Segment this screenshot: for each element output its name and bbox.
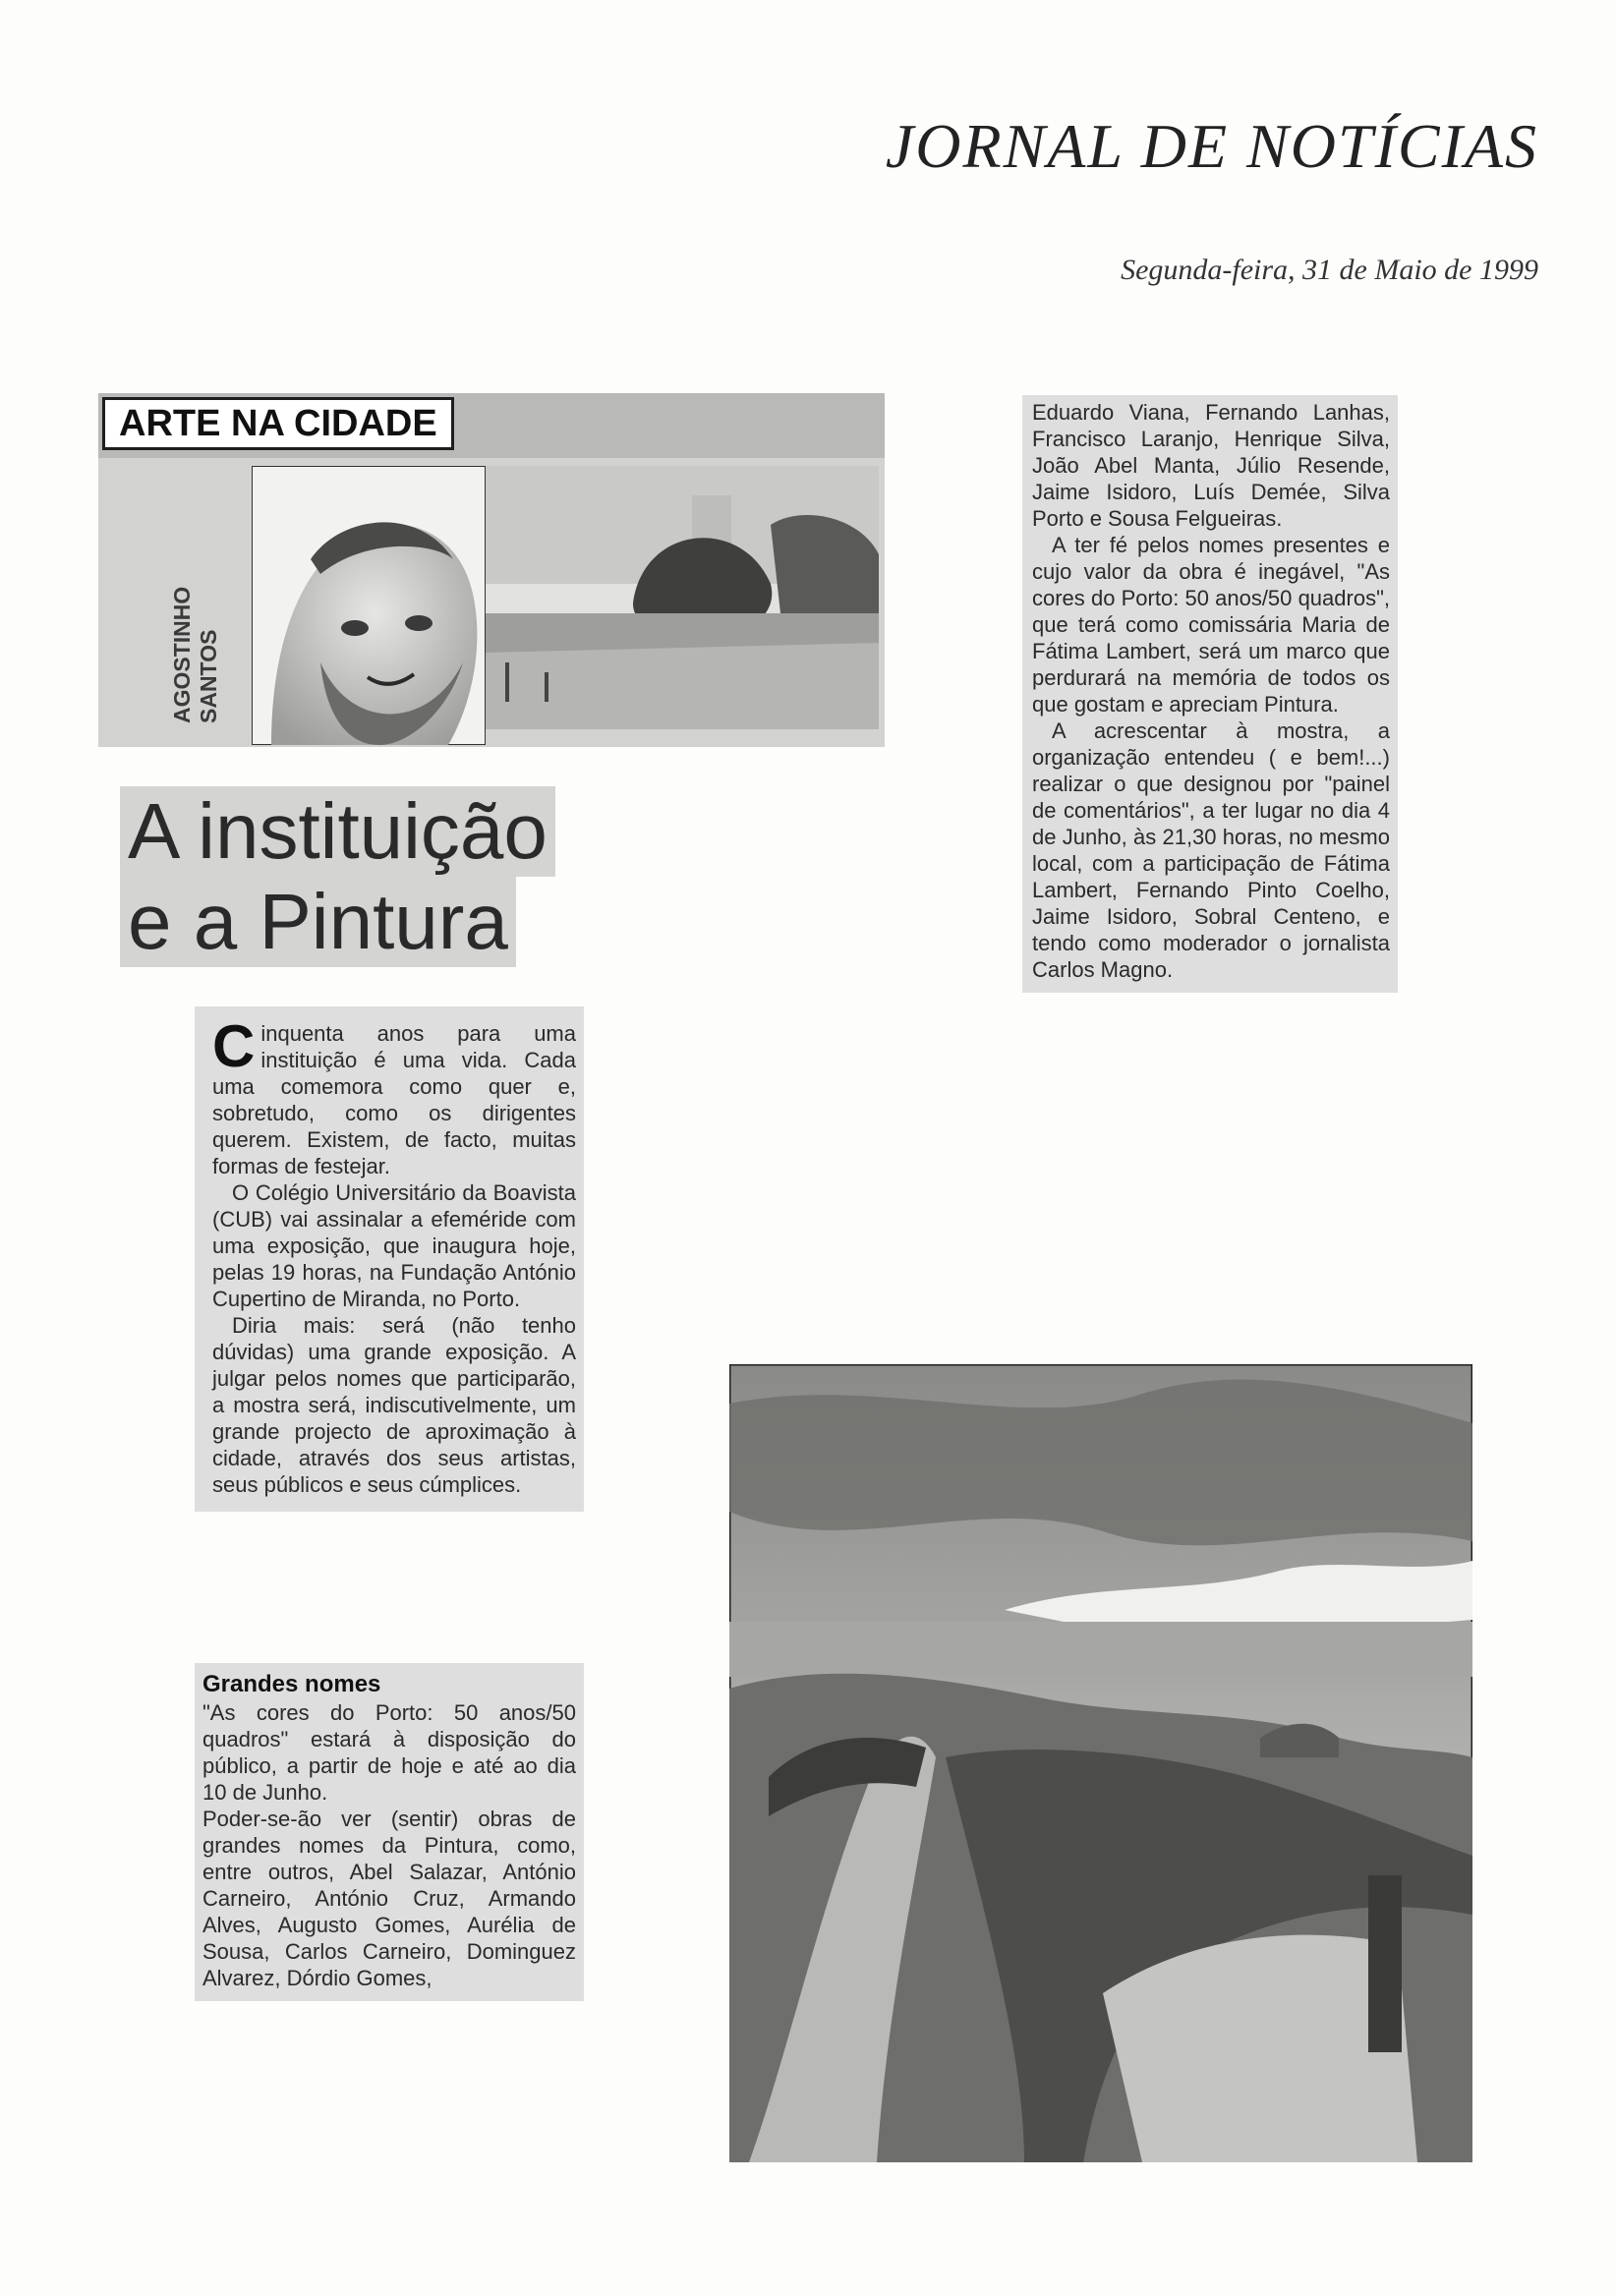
byline-last-name: SANTOS — [196, 629, 221, 723]
article-paragraph: A acrescentar à mostra, a organização entendeu ( e bem!...) realizar o que designou por "painel de comentários", a ter lugar no dia 4 de Junho, às 21,30 horas, no mesmo local, com a participação de Fátima Lambert, Fernando Pinto Coelho, Jaime Isidoro, Sobral Centeno, e tendo como moderador o jornalista Carlos Magno. — [1032, 718, 1390, 982]
author-portrait-photo — [252, 466, 486, 745]
article-subheading: Grandes nomes — [202, 1671, 381, 1697]
author-byline — [169, 527, 222, 723]
article-paragraph: A ter fé pelos nomes presentes e cujo valor da obra é inegável, "As cores do Porto: 50 anos/50 quadros", que terá como comissária Maria de Fátima Lambert, será um marco que perdurará na memória de todos os que gostam e apreciam Pintura. — [1032, 533, 1390, 717]
article-paragraph: O Colégio Universitário da Boavista (CUB) vai assinalar a efeméride com uma exposição, que inaugura hoje, pelas 19 horas, na Fundação António Cupertino de Miranda, no Porto. — [212, 1180, 576, 1311]
article-column-2 — [195, 1663, 584, 2001]
landscape-thumbnail-photo — [486, 466, 879, 729]
article-paragraph: Poder-se-ão ver (sentir) obras de grandes nomes da Pintura, como, entre outros, Abel Salazar, António Carneiro, António Cruz, Armando Alves, Augusto Gomes, Aurélia de Sousa, Carlos Carneiro, Dominguez Alvarez, Dórdio Gomes, — [202, 1807, 576, 1990]
publication-dateline: Segunda-feira, 31 de Maio de 1999 — [1121, 254, 1538, 286]
article-column-3 — [1022, 395, 1398, 993]
painting-reproduction — [729, 1364, 1472, 2162]
byline-first-name: AGOSTINHO — [169, 586, 195, 723]
article-paragraph: Eduardo Viana, Fernando Lanhas, Francisco Laranjo, Henrique Silva, João Abel Manta, Júlio Resende, Jaime Isidoro, Luís Demée, Silva Porto e Sousa Felgueiras. — [1032, 400, 1390, 531]
headline-line-1: A instituição — [120, 786, 555, 877]
article-paragraph — [212, 1013, 576, 1179]
article-paragraph: "As cores do Porto: 50 anos/50 quadros" estará à disposição do público, a partir de hoje e até ao dia 10 de Junho. — [202, 1700, 576, 1805]
article-paragraph: Diria mais: será (não tenho dúvidas) uma grande exposição. A julgar pelos nomes que participarão, a mostra será, indiscutivelmente, um grande projecto de aproximação à cidade, através dos seus artistas, seus públicos e seus cúmplices. — [212, 1313, 576, 1497]
newspaper-masthead: JORNAL DE NOTÍCIAS — [885, 111, 1538, 181]
article-headline — [120, 786, 555, 967]
article-column-1 — [195, 1006, 584, 1512]
section-label: ARTE NA CIDADE — [102, 397, 454, 450]
paragraph-text: inquenta anos para uma instituição é uma vida. Cada uma comemora como quer e, sobretudo, como os dirigentes querem. Existem, de facto, muitas formas de festejar. — [212, 1021, 576, 1178]
drop-cap: C — [212, 1013, 256, 1079]
headline-line-2: e a Pintura — [120, 877, 516, 967]
